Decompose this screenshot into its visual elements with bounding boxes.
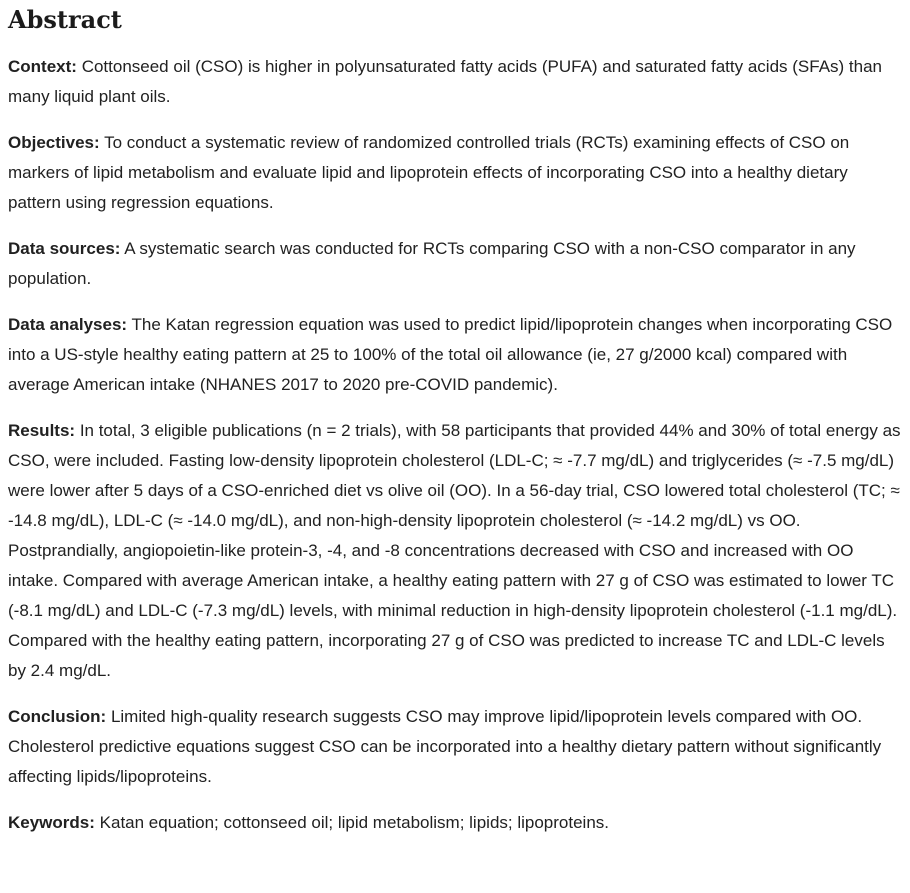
paragraph-label-conclusion: Conclusion: [8,707,107,727]
abstract-paragraph-objectives [8,128,902,218]
paragraph-label-data-analyses: Data analyses: [8,315,128,335]
abstract-paragraph-data-sources [8,234,902,294]
abstract-paragraph-keywords [8,808,902,838]
paragraph-text-conclusion: Limited high-quality research suggests CSO may improve lipid/lipoprotein levels compared with OO. Cholesterol predictive equations suggest CSO can be incorporated into a healthy dietary pattern without significantly affecting lipids/lipoproteins. [8,707,882,787]
abstract-paragraph-results [8,416,902,686]
paragraph-text-data-analyses: The Katan regression equation was used to predict lipid/lipoprotein changes when incorporating CSO into a US-style healthy eating pattern at 25 to 100% of the total oil allowance (ie, 27 g/2000 kcal) compared with average American intake (NHANES 2017 to 2020 pre-COVID pandemic). [8,315,893,395]
paragraph-text-keywords: Katan equation; cottonseed oil; lipid metabolism; lipids; lipoproteins. [99,813,610,833]
paragraph-label-data-sources: Data sources: [8,239,121,259]
abstract-heading: Abstract [8,5,122,34]
paragraph-text-objectives: To conduct a systematic review of randomized controlled trials (RCTs) examining effects of CSO on markers of lipid metabolism and evaluate lipid and lipoprotein effects of incorporating CSO into a healthy dietary pattern using regression equations. [8,133,850,213]
paragraph-text-results: In total, 3 eligible publications (n = 2 trials), with 58 participants that provided 44% and 30% of total energy as CSO, were included. Fasting low-density lipoprotein cholesterol (LDL-C; ≈ -7.7 mg/dL) and triglycerides (≈ -7.5 mg/dL) were lower after 5 days of a CSO-enriched diet vs olive oil (OO). In a 56-day trial, CSO lowered total cholesterol (TC; ≈ -14.8 mg/dL), LDL-C (≈ -14.0 mg/dL), and non-high-density lipoprotein cholesterol (≈ -14.2 mg/dL) vs OO. Postprandially, angiopoietin-like protein-3, -4, and -8 concentrations decreased with CSO and increased with OO intake. Compared with average American intake, a healthy eating pattern with 27 g of CSO was estimated to lower TC (-8.1 mg/dL) and LDL-C (-7.3 mg/dL) levels, with minimal reduction in high-density lipoprotein cholesterol (-1.1 mg/dL). Compared with the healthy eating pattern, incorporating 27 g of CSO was predicted to increase TC and LDL-C levels by 2.4 mg/dL. [8,421,901,681]
paragraph-text-context: Cottonseed oil (CSO) is higher in polyunsaturated fatty acids (PUFA) and saturated fatty acids (SFAs) than many liquid plant oils. [8,57,883,107]
abstract-paragraph-context [8,52,902,112]
paragraph-label-results: Results: [8,421,76,441]
paragraph-label-context: Context: [8,57,77,77]
abstract-paragraph-data-analyses [8,310,902,400]
paragraph-label-objectives: Objectives: [8,133,100,153]
abstract-paragraph-conclusion [8,702,902,792]
paragraph-label-keywords: Keywords: [8,813,95,833]
paragraph-text-data-sources: A systematic search was conducted for RCTs comparing CSO with a non-CSO comparator in any population. [8,239,856,289]
